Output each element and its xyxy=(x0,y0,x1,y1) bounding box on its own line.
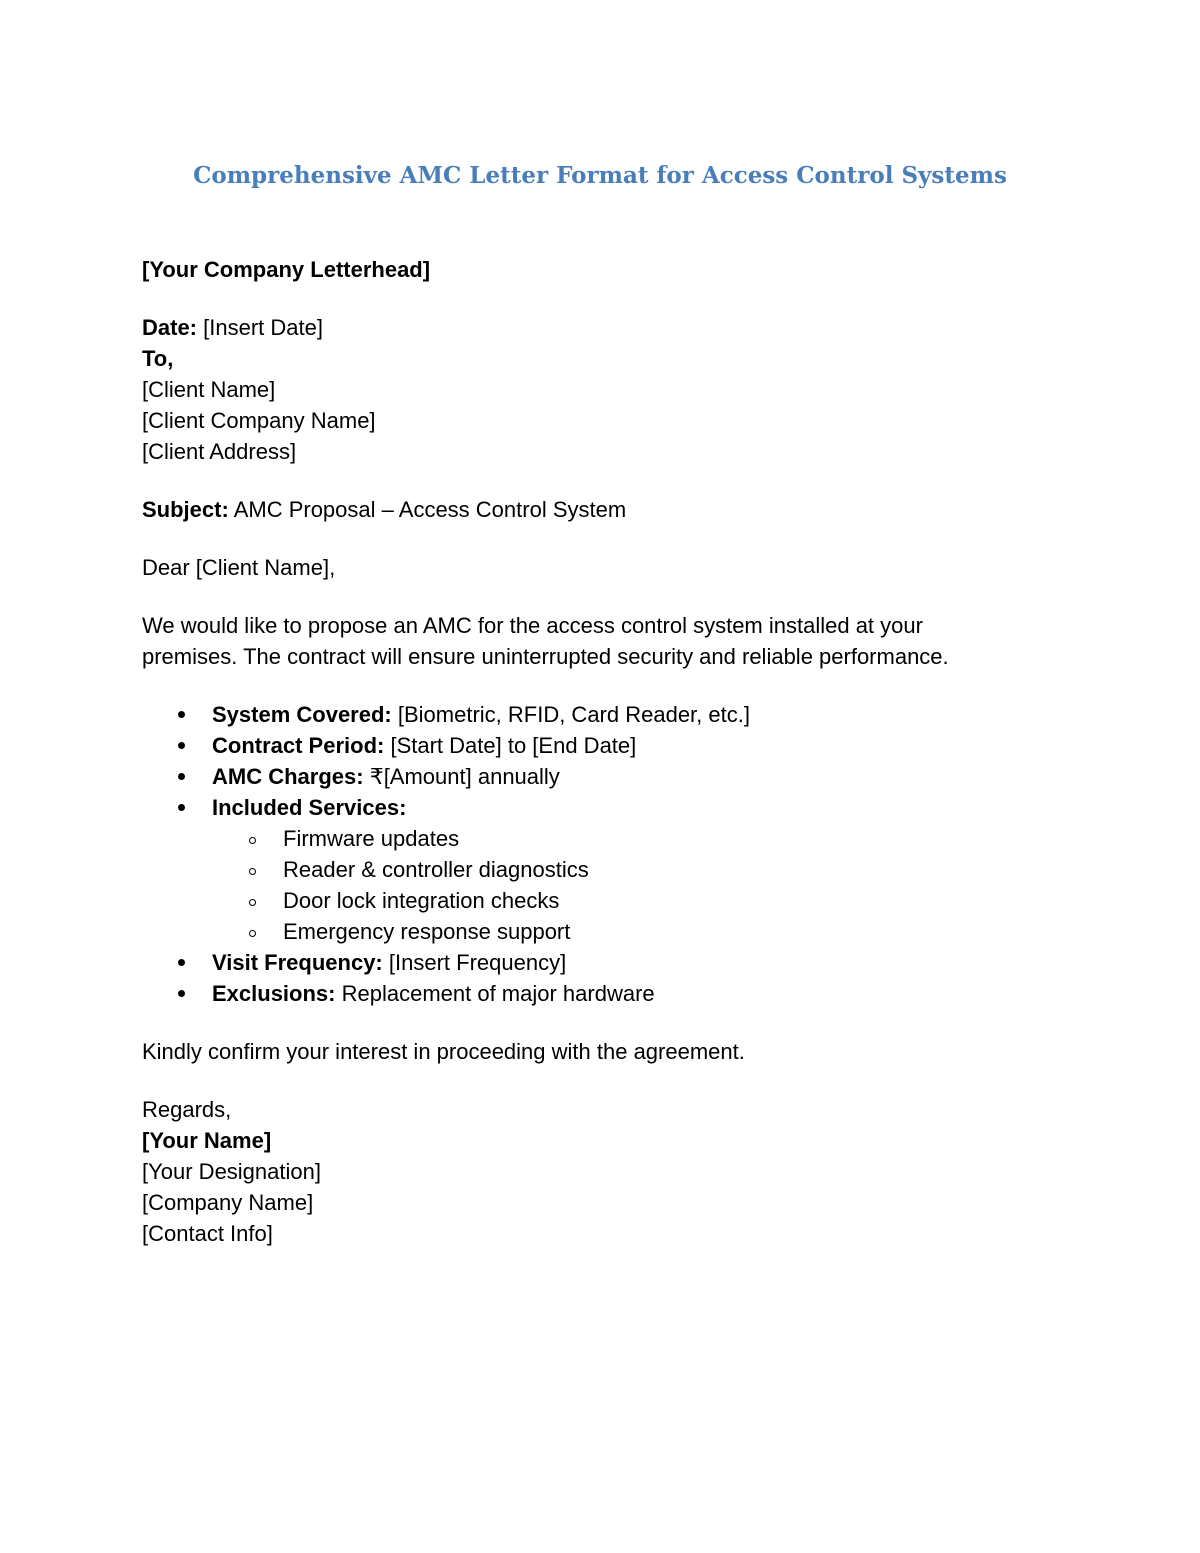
circle-bullet-icon xyxy=(249,930,256,937)
signer-contact: [Contact Info] xyxy=(142,1221,273,1246)
sub-list-item: Reader & controller diagnostics xyxy=(142,854,1062,885)
letter-body xyxy=(142,254,1062,1249)
document-title: Comprehensive AMC Letter Format for Access Control Systems xyxy=(193,162,1007,189)
bullet-icon xyxy=(178,990,185,997)
bullet-icon xyxy=(178,804,185,811)
closing-line: Kindly confirm your interest in proceeding with the agreement. xyxy=(142,1039,745,1064)
list-item: Visit Frequency: [Insert Frequency] xyxy=(142,947,1062,978)
salutation: Dear [Client Name], xyxy=(142,555,336,580)
client-address-line: [Client Address] xyxy=(142,439,297,464)
list-item: Contract Period: [Start Date] to [End Date] xyxy=(142,730,1062,761)
sub-list-item: Firmware updates xyxy=(142,823,1062,854)
terms-list xyxy=(142,699,1062,1009)
to-label: To, xyxy=(142,346,174,371)
client-company-line: [Client Company Name] xyxy=(142,408,376,433)
bullet-icon xyxy=(178,773,185,780)
signer-company: [Company Name] xyxy=(142,1190,314,1215)
bullet-icon xyxy=(178,711,185,718)
list-item: AMC Charges: ₹[Amount] annually xyxy=(142,761,1062,792)
intro-line-2: premises. The contract will ensure uninterrupted security and reliable performance. xyxy=(142,644,949,669)
sub-list-item: Emergency response support xyxy=(142,916,1062,947)
subject-line: Subject: AMC Proposal – Access Control System xyxy=(142,497,627,522)
circle-bullet-icon xyxy=(249,868,256,875)
list-item: Included Services: Firmware updates Reader & controller diagnostics Door lock integration checks Emergency response support xyxy=(142,792,1062,947)
date-line: Date: [Insert Date] xyxy=(142,315,323,340)
services-sublist xyxy=(212,823,1062,947)
signer-designation: [Your Designation] xyxy=(142,1159,321,1184)
circle-bullet-icon xyxy=(249,899,256,906)
regards: Regards, xyxy=(142,1097,232,1122)
list-item: System Covered: [Biometric, RFID, Card Reader, etc.] xyxy=(142,699,1062,730)
list-item: Exclusions: Replacement of major hardware xyxy=(142,978,1062,1009)
bullet-icon xyxy=(178,959,185,966)
client-name-line: [Client Name] xyxy=(142,377,276,402)
bullet-icon xyxy=(178,742,185,749)
signer-name: [Your Name] xyxy=(142,1128,272,1153)
sub-list-item: Door lock integration checks xyxy=(142,885,1062,916)
intro-line-1: We would like to propose an AMC for the access control system installed at your xyxy=(142,613,923,638)
letterhead: [Your Company Letterhead] xyxy=(142,257,431,282)
circle-bullet-icon xyxy=(249,837,256,844)
